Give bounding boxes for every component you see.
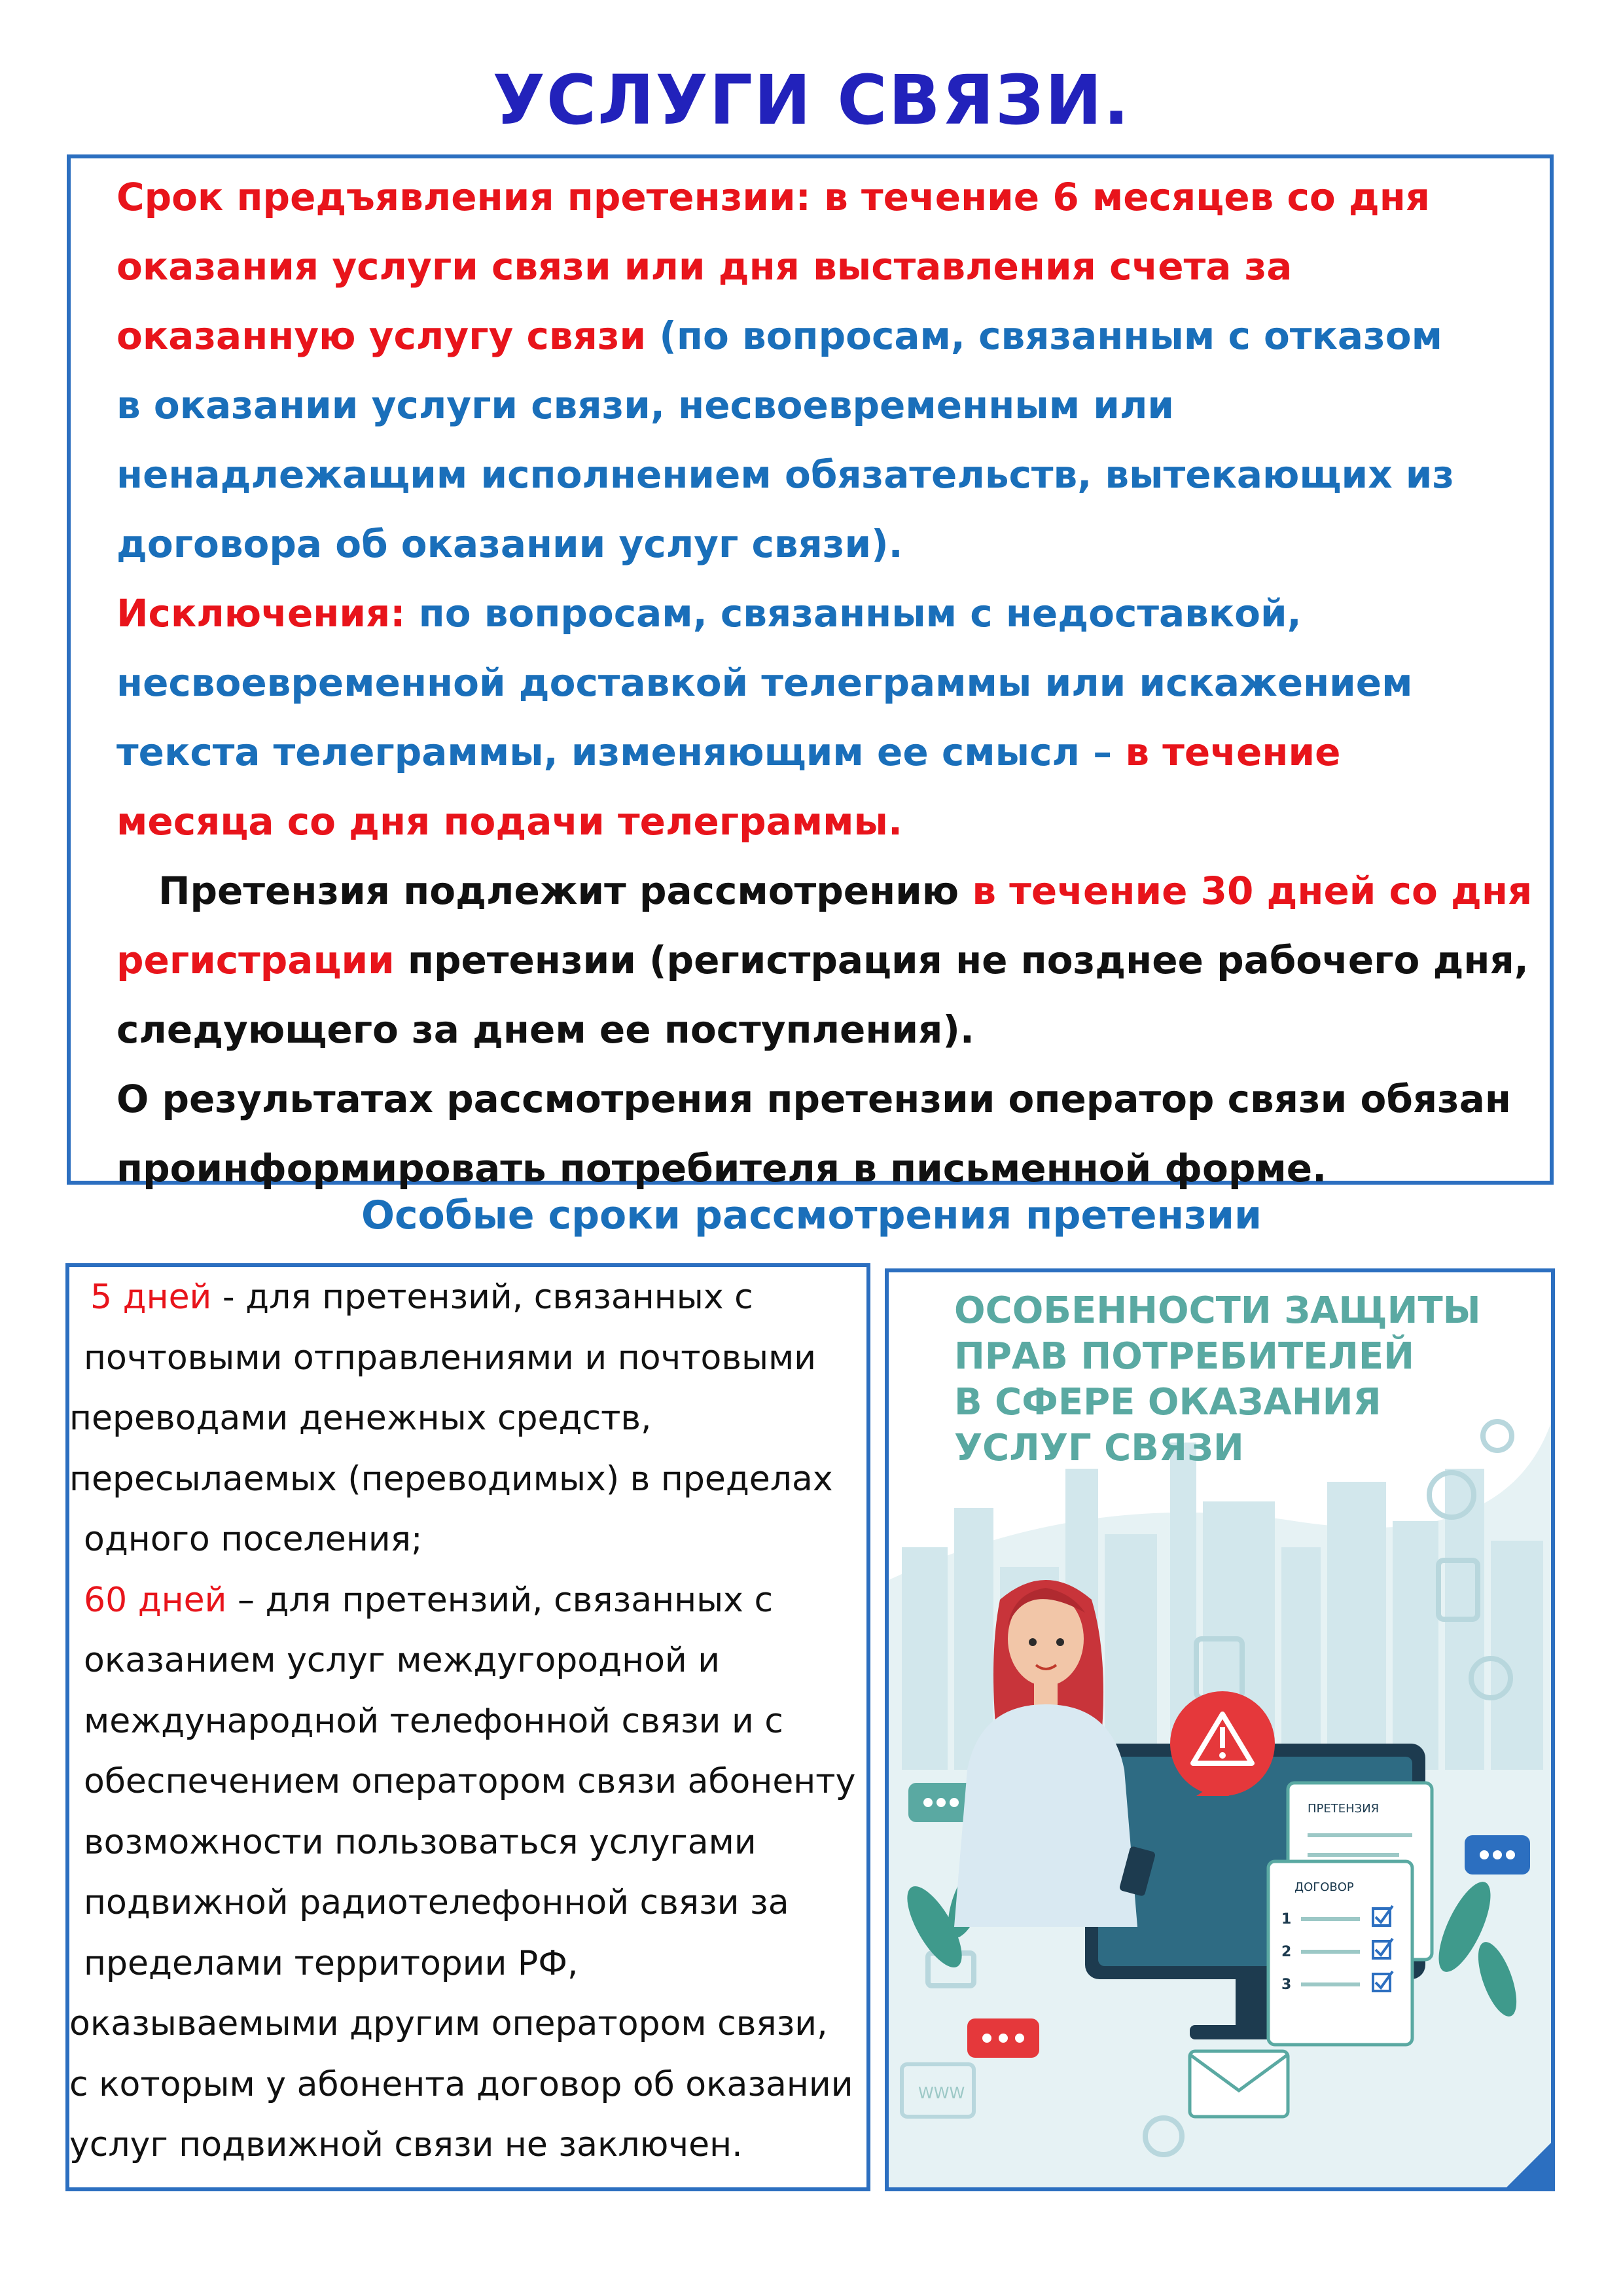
- special-terms-line: подвижной радиотелефонной связи за: [84, 1883, 789, 1922]
- special-terms-text: [69, 1267, 868, 2176]
- poster-image: [885, 1268, 1555, 2191]
- special-terms-line: оказываемыми другим оператором связи,: [69, 2004, 828, 2043]
- notification-text: О результатах рассмотрения претензии оператор связи обязан: [116, 1077, 1511, 1121]
- contract-item-number: 2: [1281, 1944, 1292, 1960]
- claim-scope-text: в оказании услуги связи, несвоевременным или: [116, 383, 1175, 427]
- review-text: следующего за днем ее поступления).: [116, 1007, 974, 1052]
- contract-doc-label: ДОГОВОР: [1294, 1880, 1354, 1894]
- claim-doc-label: ПРЕТЕНЗИЯ: [1308, 1802, 1380, 1816]
- claim-deadline-text: оказанную услугу связи: [116, 314, 647, 358]
- review-text: претензии (регистрация не позднее рабочего дня,: [394, 938, 1529, 982]
- claim-deadline-text: Срок предъявления претензии: в течение 6 месяцев со дня: [116, 175, 1431, 219]
- special-terms-line: с которым у абонента договор об оказании: [69, 2064, 853, 2104]
- www-label: WWW: [918, 2084, 965, 2102]
- claim-terms-text: [116, 162, 1543, 1203]
- exceptions-deadline: в течение: [1125, 730, 1341, 774]
- special-terms-line: - для претензий, связанных с: [211, 1278, 753, 1317]
- claim-scope-text: договора об оказании услуг связи).: [116, 522, 903, 566]
- special-terms-line: услуг подвижной связи не заключен.: [69, 2125, 743, 2164]
- page-title: УСЛУГИ СВЯЗИ.: [492, 60, 1131, 140]
- special-terms-line: возможности пользоваться услугами: [84, 1822, 757, 1862]
- poster-title: [954, 1288, 1543, 1471]
- contract-item-number: 3: [1281, 1977, 1292, 1993]
- claim-terms-box: [67, 154, 1554, 1191]
- special-terms-line: почтовыми отправлениями и почтовыми: [84, 1338, 817, 1378]
- five-days-label: 5 дней: [90, 1278, 212, 1317]
- special-terms-line: одного поселения;: [84, 1520, 423, 1559]
- review-text: Претензия подлежит рассмотрению: [158, 869, 972, 913]
- claim-scope-text: ненадлежащим исполнением обязательств, вытекающих из: [116, 452, 1455, 497]
- exceptions-text: несвоевременной доставкой телеграммы или искажением: [116, 660, 1413, 705]
- exceptions-deadline: месяца со дня подачи телеграммы.: [116, 799, 903, 844]
- special-terms-line: оказанием услуг междугородной и: [84, 1641, 721, 1680]
- special-terms-line: обеспечением оператором связи абоненту: [84, 1762, 856, 1801]
- exceptions-text: по вопросам, связанным с недоставкой,: [405, 591, 1302, 636]
- special-terms-line: переводами денежных средств,: [69, 1399, 652, 1438]
- exceptions-text: текста телеграммы, изменяющим ее смысл –: [116, 730, 1126, 774]
- poster-title-line: В СФЕРЕ ОКАЗАНИЯ: [954, 1381, 1382, 1424]
- review-deadline: в течение 30 дней со дня: [972, 869, 1533, 913]
- poster-title-line: ПРАВ ПОТРЕБИТЕЛЕЙ: [954, 1335, 1415, 1378]
- review-deadline: регистрации: [116, 938, 395, 982]
- poster-title-line: УСЛУГ СВЯЗИ: [954, 1427, 1244, 1469]
- special-terms-line: международной телефонной связи и с: [84, 1701, 783, 1741]
- exceptions-label: Исключения:: [116, 591, 406, 636]
- contract-item-number: 1: [1281, 1911, 1292, 1928]
- special-terms-line: – для претензий, связанных с: [226, 1580, 774, 1620]
- claim-deadline-text: оказания услуги связи или дня выставления счета за: [116, 244, 1293, 289]
- poster-title-line: ОСОБЕННОСТИ ЗАЩИТЫ: [954, 1289, 1481, 1332]
- notification-text: проинформировать потребителя в письменной форме.: [116, 1146, 1327, 1191]
- sixty-days-label: 60 дней: [84, 1580, 227, 1620]
- special-terms-line: пределами территории РФ,: [84, 1943, 579, 1983]
- special-terms-line: пересылаемых (переводимых) в пределах: [69, 1459, 833, 1499]
- claim-scope-text: (по вопросам, связанным с отказом: [646, 314, 1442, 358]
- special-terms-box: [65, 1263, 870, 2191]
- special-terms-heading: Особые сроки рассмотрения претензии: [361, 1193, 1262, 1238]
